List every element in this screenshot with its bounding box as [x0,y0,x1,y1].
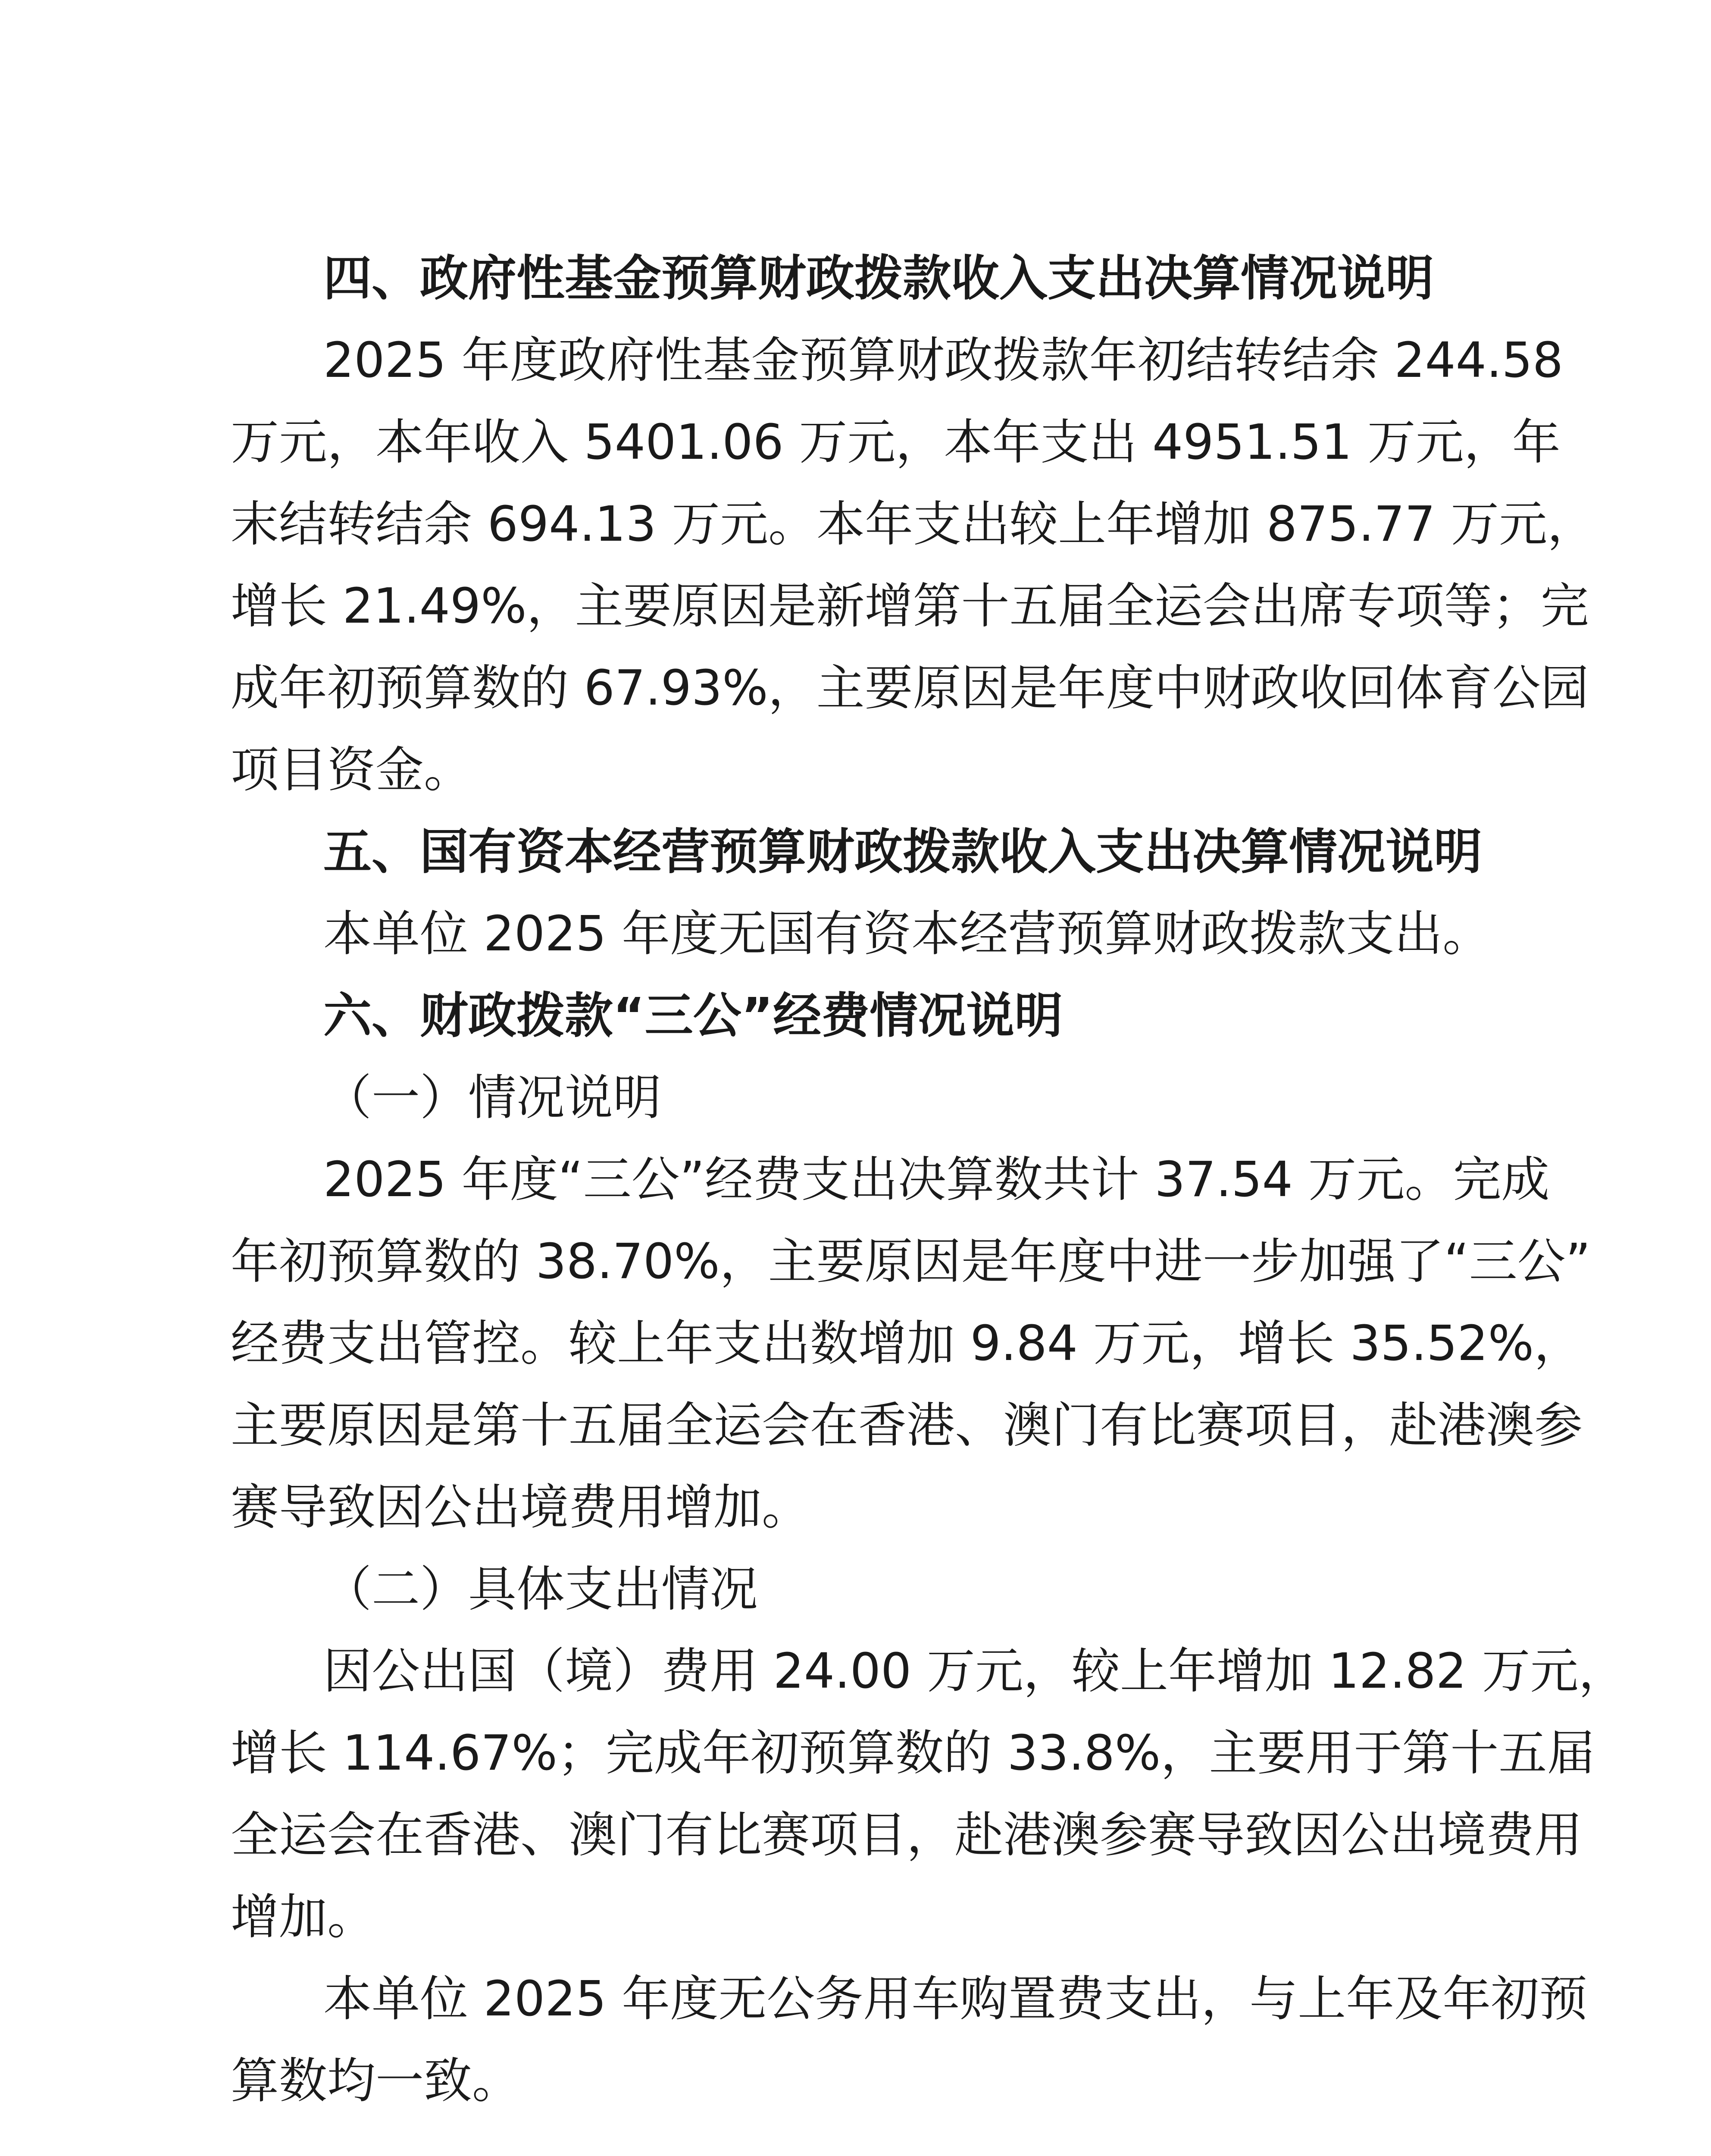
paragraph-line: 主要原因是第十五届全运会在香港、澳门有比赛项目，赴港澳参 [231,1398,1583,1454]
section-heading-five: 五、国有资本经营预算财政拨款收入支出决算情况说明 [323,824,1482,880]
paragraph-line: 2025 年度政府性基金预算财政拨款年初结转结余 244.58 [323,332,1564,389]
section-heading-four: 四、政府性基金预算财政拨款收入支出决算情况说明 [323,251,1434,307]
paragraph-line: 项目资金。 [231,742,472,798]
paragraph-line: 经费支出管控。较上年支出数增加 9.84 万元，增长 35.52%， [231,1316,1583,1372]
paragraph-line: 2025 年度“三公”经费支出决算数共计 37.54 万元。完成 [323,1152,1550,1208]
paragraph-line: 赛导致因公出境费用增加。 [231,1479,810,1536]
paragraph-line: 万元，本年收入 5401.06 万元，本年支出 4951.51 万元，年 [231,414,1561,470]
paragraph-line: 全运会在香港、澳门有比赛项目，赴港澳参赛导致因公出境费用 [231,1807,1583,1863]
paragraph-line: 成年初预算数的 67.93%，主要原因是年度中财政收回体育公园 [231,660,1589,716]
paragraph-line: 末结转结余 694.13 万元。本年支出较上年增加 875.77 万元， [231,496,1596,552]
subsection-heading-one: （一）情况说明 [323,1070,661,1126]
paragraph-line: 增加。 [231,1889,375,1945]
paragraph-line: 增长 114.67%；完成年初预算数的 33.8%，主要用于第十五届 [231,1725,1595,1781]
paragraph-line: 因公出国（境）费用 24.00 万元，较上年增加 12.82 万元， [323,1643,1627,1699]
paragraph-line: 算数均一致。 [231,2053,520,2109]
paragraph-line: 本单位 2025 年度无公务用车购置费支出，与上年及年初预 [323,1971,1588,2027]
paragraph-line: 年初预算数的 38.70%，主要原因是年度中进一步加强了“三公” [231,1234,1591,1290]
subsection-heading-two: （二）具体支出情况 [323,1561,758,1617]
paragraph-line: 本单位 2025 年度无国有资本经营预算财政拨款支出。 [323,906,1491,962]
paragraph-line: 增长 21.49%，主要原因是新增第十五届全运会出席专项等；完 [231,578,1589,634]
section-heading-six: 六、财政拨款“三公”经费情况说明 [323,988,1063,1044]
